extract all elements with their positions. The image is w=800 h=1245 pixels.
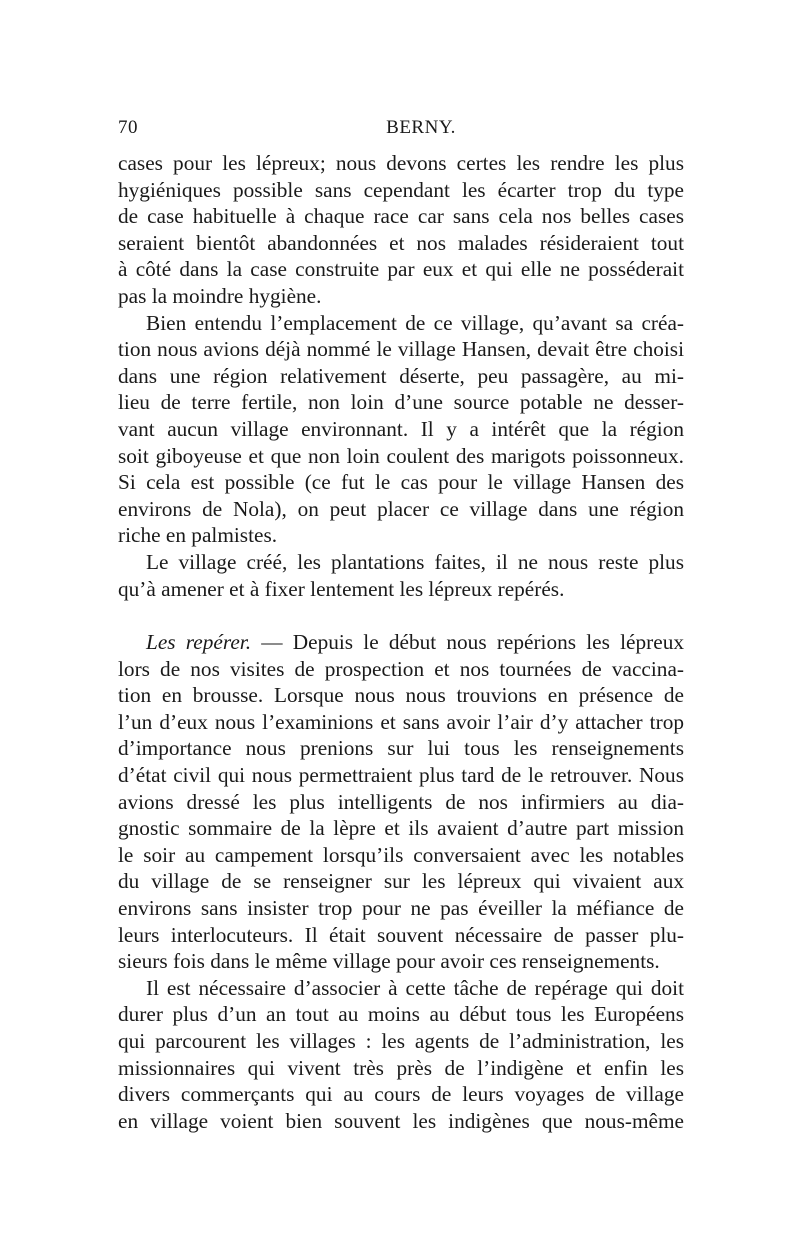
text-line: tion en brousse. Lorsque nous nous trouvions en présence de xyxy=(118,683,684,708)
running-title: BERNY. xyxy=(386,117,456,138)
page-number: 70 xyxy=(118,117,138,138)
text-line: lors de nos visites de prospection et nos tournées de vaccina- xyxy=(118,656,684,681)
text-line: d’importance nous prenions sur lui tous les renseignements xyxy=(118,736,684,761)
text-line: lieu de terre fertile, non loin d’une source potable ne desser- xyxy=(118,390,684,415)
text-line: dans une région relativement déserte, peu passagère, au mi- xyxy=(118,363,684,388)
text-line: Il est nécessaire d’associer à cette tâche de repérage qui doit xyxy=(146,975,684,1000)
text-line: missionnaires qui vivent très près de l’indigène et enfin les xyxy=(118,1055,684,1080)
text-line: avions dressé les plus intelligents de nos infirmiers au dia- xyxy=(118,789,684,814)
text-line: riche en palmistes. xyxy=(118,523,278,548)
text-line: le soir au campement lorsqu’ils conversaient avec les notables xyxy=(118,842,684,867)
text-line: sieurs fois dans le même village pour avoir ces renseignements. xyxy=(118,949,660,974)
paragraph-2 xyxy=(118,310,684,549)
paragraph-1 xyxy=(118,150,684,310)
text-line: environs de Nola), on peut placer ce village dans une région xyxy=(118,496,684,521)
text-line: à côté dans la case construite par eux et qui elle ne posséderait xyxy=(118,257,684,282)
text-line: durer plus d’un an tout au moins au début tous les Européens xyxy=(118,1002,684,1027)
text-line: environs sans insister trop pour ne pas éveiller la méfiance de xyxy=(118,896,684,921)
text-line: vant aucun village environnant. Il y a intérêt que la région xyxy=(118,416,684,441)
text-line: qui parcourent les villages : les agents de l’administration, les xyxy=(118,1029,684,1053)
text-line: cases pour les lépreux; nous devons certes les rendre les plus xyxy=(118,151,684,175)
text-line: Le village créé, les plantations faites, il ne nous reste plus xyxy=(146,549,684,574)
text-line: hygiéniques possible sans cependant les écarter trop du type xyxy=(118,177,684,202)
text-body xyxy=(118,150,684,1134)
text-line: soit giboyeuse et que non loin coulent des marigots poissonneux. xyxy=(118,443,684,468)
text-line: tion nous avions déjà nommé le village Hansen, devait être choisi xyxy=(118,337,684,362)
text-line xyxy=(118,629,684,656)
text-line: leurs interlocuteurs. Il était souvent nécessaire de passer plu- xyxy=(118,922,684,947)
section-gap xyxy=(118,602,684,629)
text-line: qu’à amener et à fixer lentement les lépreux repérés. xyxy=(118,576,565,601)
text-line: seraient bientôt abandonnées et nos malades résideraient tout xyxy=(118,230,684,255)
section-heading-continuation: — Depuis le début nous repérions les lépreux xyxy=(251,630,684,655)
running-head xyxy=(118,117,684,145)
text-line: gnostic sommaire de la lèpre et ils avaient d’autre part mission xyxy=(118,816,684,841)
text-line: pas la moindre hygiène. xyxy=(118,283,322,308)
text-line: l’un d’eux nous l’examinions et sans avoir l’air d’y attacher trop xyxy=(118,709,684,734)
text-line: Bien entendu l’emplacement de ce village, qu’avant sa créa- xyxy=(146,310,684,335)
text-line: en village voient bien souvent les indigènes que nous-même xyxy=(118,1108,684,1133)
text-line: d’état civil qui nous permettraient plus tard de le retrouver. Nous xyxy=(118,763,684,788)
paragraph-4 xyxy=(118,629,684,975)
paragraph-5 xyxy=(118,975,684,1135)
text-line: divers commerçants qui au cours de leurs voyages de village xyxy=(118,1082,684,1107)
text-line: de case habituelle à chaque race car sans cela nos belles cases xyxy=(118,204,684,229)
text-line: du village de se renseigner sur les lépreux qui vivaient aux xyxy=(118,869,684,894)
text-line: Si cela est possible (ce fut le cas pour le village Hansen des xyxy=(118,470,684,495)
section-heading: Les repérer. xyxy=(146,630,252,655)
paragraph-3 xyxy=(118,549,684,602)
